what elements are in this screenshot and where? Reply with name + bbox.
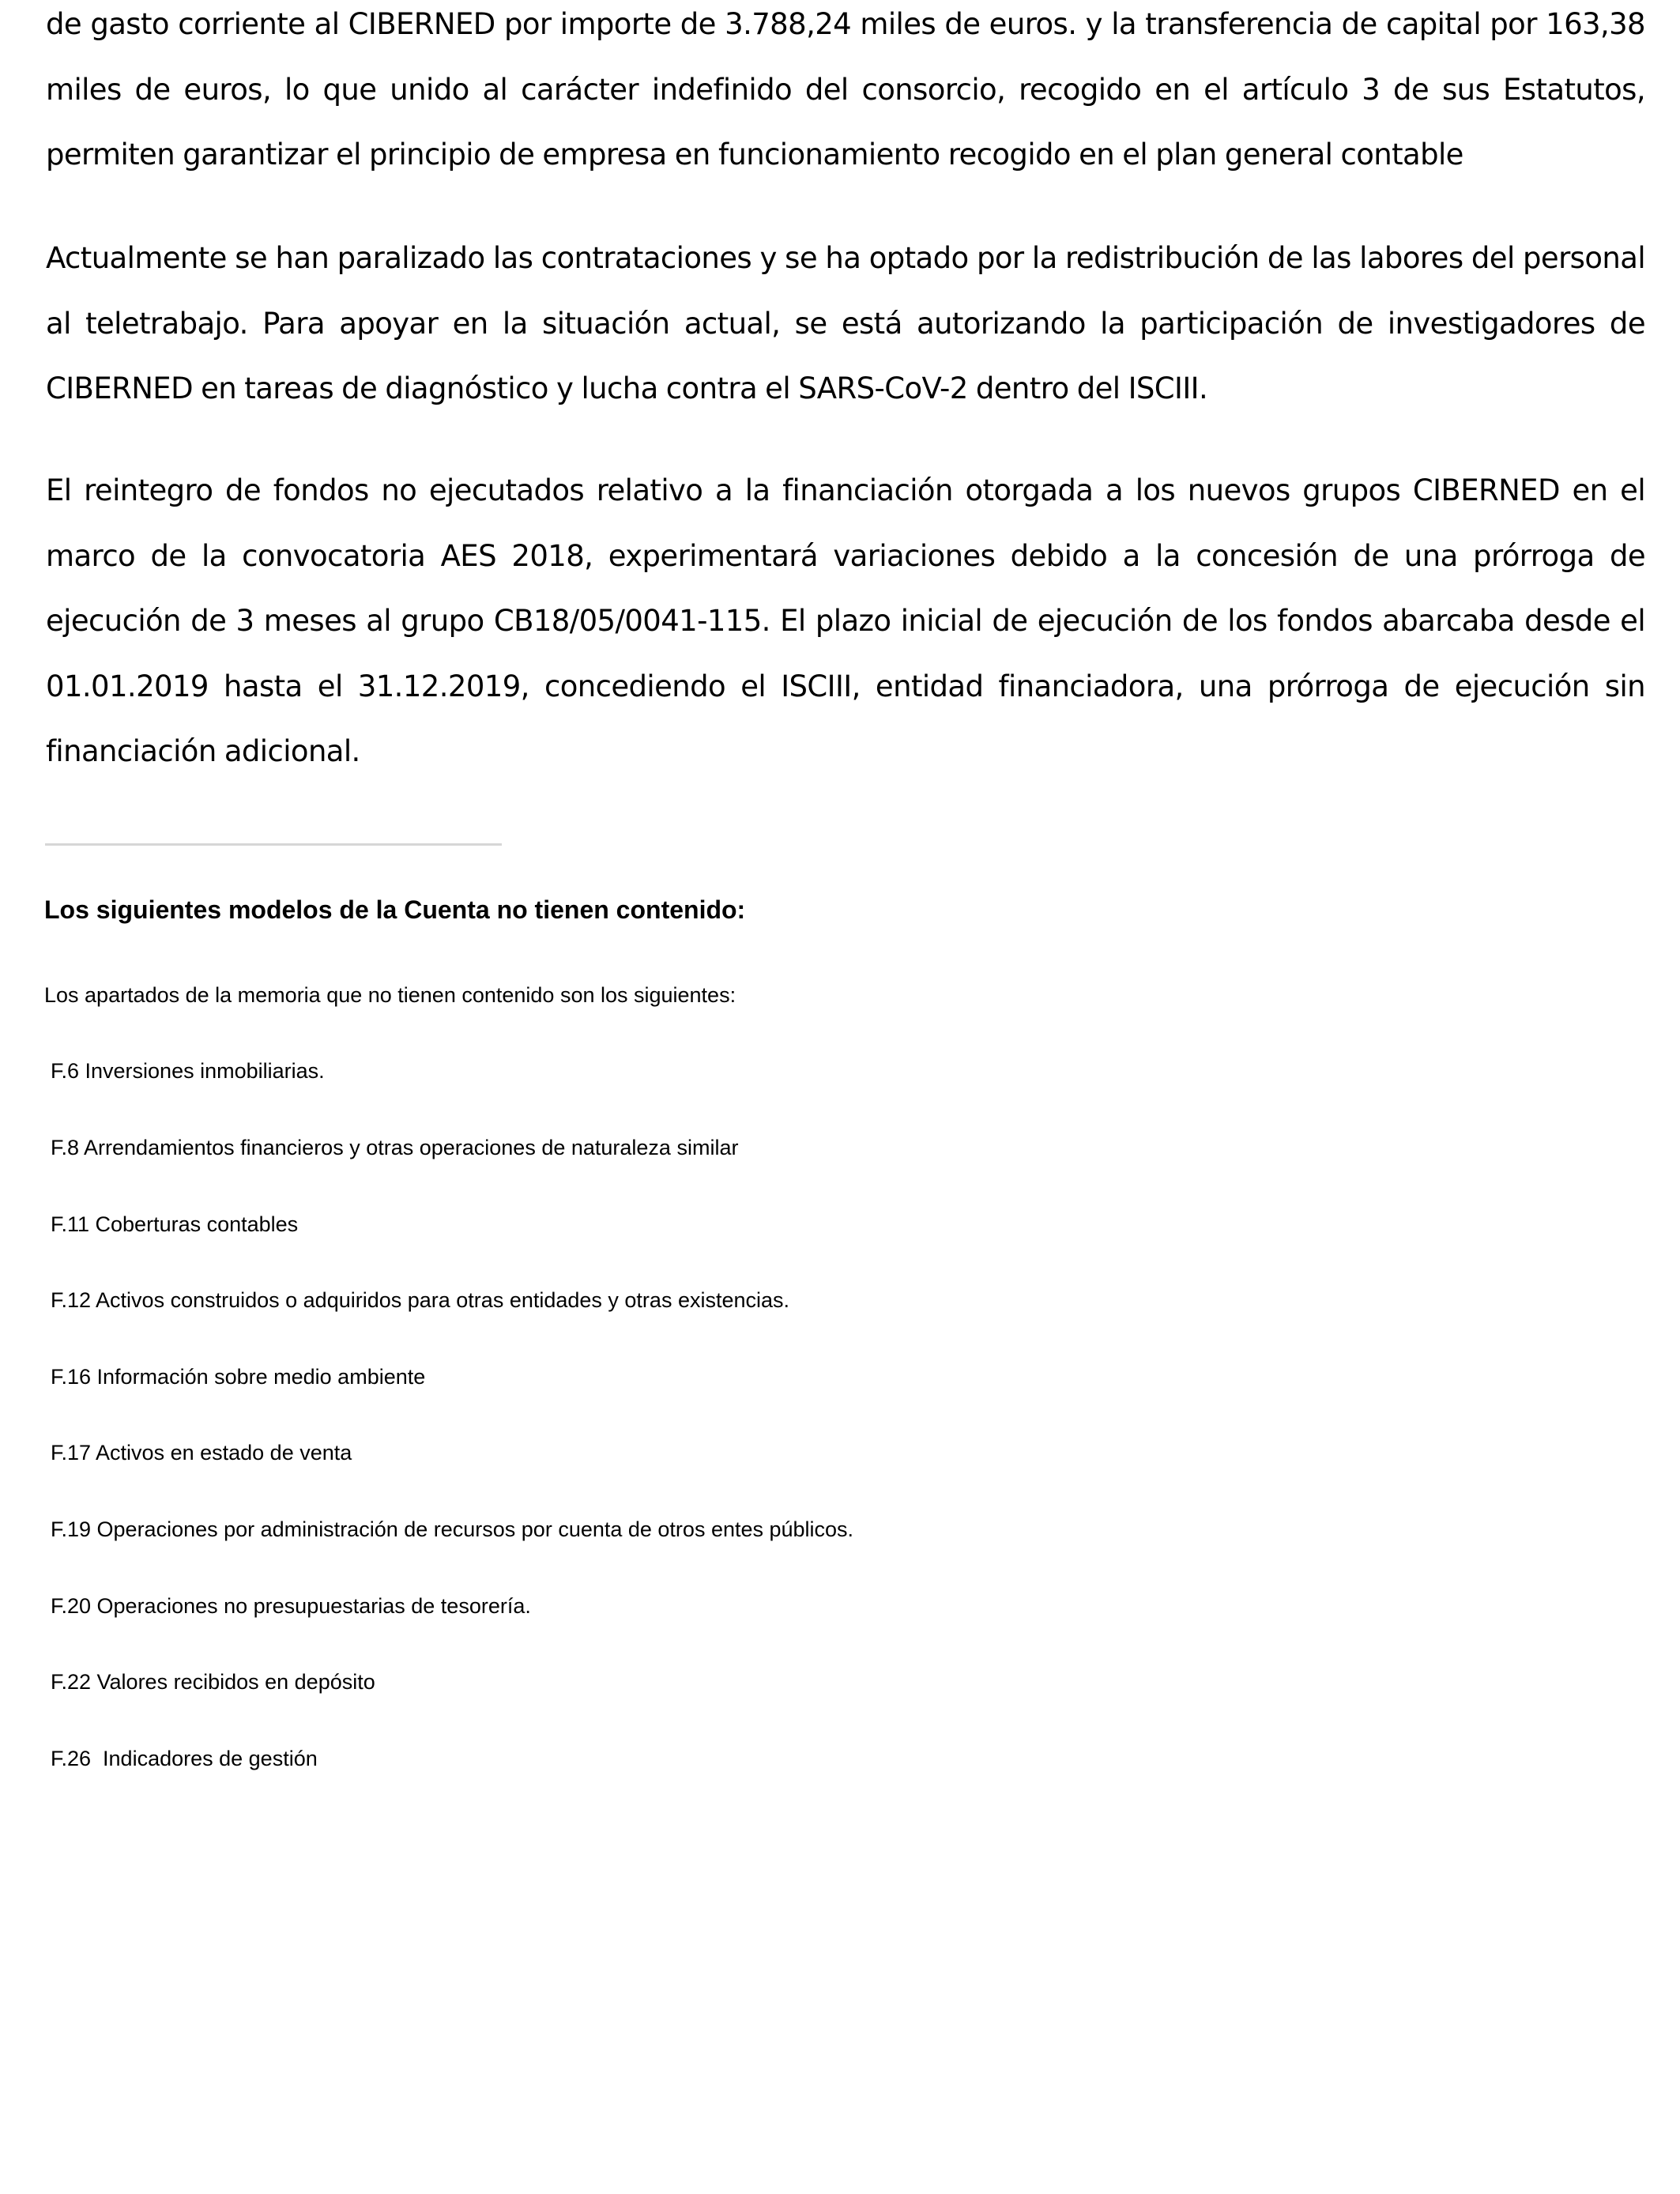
- list-item: F.6 Inversiones inmobiliarias.: [51, 1059, 325, 1084]
- list-item: F.8 Arrendamientos financieros y otras operaciones de naturaleza similar: [51, 1136, 739, 1160]
- paragraph-refund-extension: El reintegro de fondos no ejecutados relativo a la financiación otorgada a los nuevos grupos CIBERNED en el marco de la convocatoria AES 2018, experimentará variaciones debido a la concesión de una prórroga de ejecución de 3 meses al grupo CB18/05/0041-115. El plazo inicial de ejecución de los fondos abarcaba desde el 01.01.2019 hasta el 31.12.2019, concediendo el ISCIII, entidad financiadora, una prórroga de ejecución sin financiación adicional.: [46, 473, 1645, 768]
- list-item: F.19 Operaciones por administración de recursos por cuenta de otros entes públicos.: [51, 1517, 854, 1542]
- empty-sections-intro: Los apartados de la memoria que no tienen contenido son los siguientes:: [44, 983, 736, 1007]
- list-item: F.20 Operaciones no presupuestarias de tesorería.: [51, 1593, 531, 1618]
- list-item: F.16 Información sobre medio ambiente: [51, 1364, 426, 1389]
- empty-sections-list: [51, 1008, 853, 1823]
- section-divider: [45, 843, 502, 846]
- paragraph-telework: Actualmente se han paralizado las contrataciones y se ha optado por la redistribución de las labores del personal al teletrabajo. Para apoyar en la situación actual, se está autorizando la participación de investigadores de CIBERNED en tareas de diagnóstico y lucha contra el SARS-CoV-2 dentro del ISCIII.: [46, 241, 1645, 405]
- list-item: F.22 Valores recibidos en depósito: [51, 1670, 375, 1695]
- list-item: F.11 Coberturas contables: [51, 1212, 299, 1236]
- empty-models-heading: Los siguientes modelos de la Cuenta no tienen contenido:: [44, 895, 746, 924]
- paragraph-going-concern: de gasto corriente al CIBERNED por importe de 3.788,24 miles de euros. y la transferencia de capital por 163,38 miles de euros, lo que unido al carácter indefinido del consorcio, recogido en el artículo 3 de sus Estatutos, permiten garantizar el principio de empresa en funcionamiento recogido en el plan general contable: [46, 7, 1645, 172]
- list-item: F.17 Activos en estado de venta: [51, 1441, 352, 1465]
- list-item: F.12 Activos construidos o adquiridos para otras entidades y otras existencias.: [51, 1288, 790, 1313]
- list-item: F.26 Indicadores de gestión: [51, 1746, 318, 1770]
